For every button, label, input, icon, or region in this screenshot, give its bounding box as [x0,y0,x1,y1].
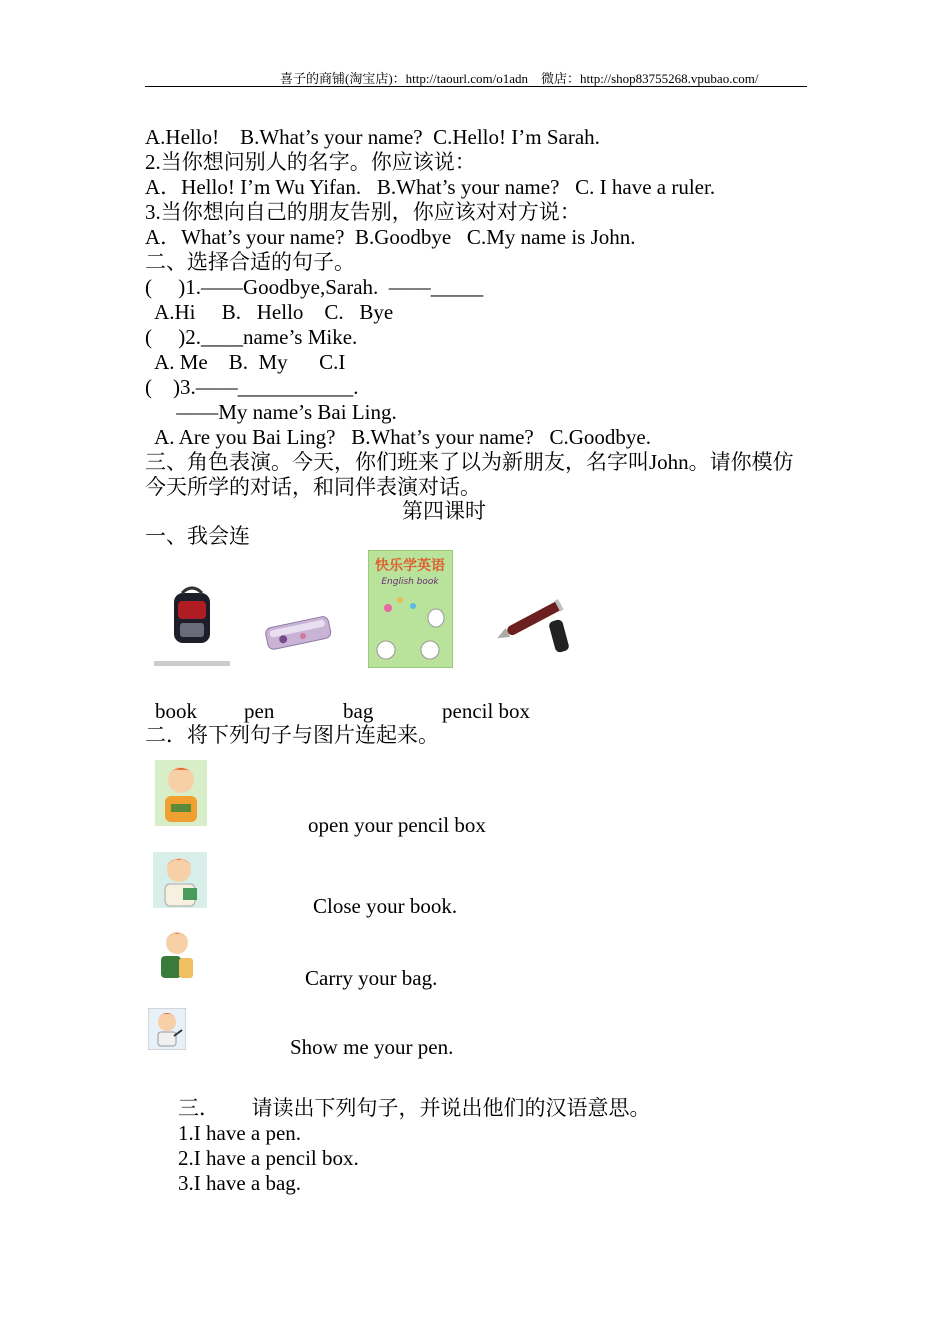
s2-q1: ( )1.——Goodbye,Sarah. ——_____ [145,275,484,299]
s2-q3: ( )3.——___________. [145,375,359,399]
page-header: 喜子的商铺(淘宝店)：http://taourl.com/o1adn 微店：http://shop83755268.vpubao.com/ [280,71,759,86]
book-cover-title: 快乐学英语 [375,558,445,574]
s2-q2: ( )2.____name’s Mike. [145,325,358,349]
word-pen: pen [244,699,275,723]
schoolbag-image [152,585,232,670]
sentence-carry-bag: Carry your bag. [305,966,438,990]
part3-title: 三． 请读出下列句子，并说出他们的汉语意思。 [178,1096,651,1120]
pencil-box-image [262,610,334,655]
girl-book-image [153,852,207,908]
part3-item-3: 3.I have a bag. [178,1171,302,1195]
q2-options: A．Hello! I’m Wu Yifan. B.What’s your name? C. I have a ruler. [145,175,716,199]
q3-stem: 3.当你想向自己的朋友告别，你应该对对方说： [145,200,581,224]
sentence-close-book: Close your book. [313,894,458,918]
fountain-pen-image [490,570,600,660]
q1-options: A.Hello! B.What’s your name? C.Hello! I’m Sarah. [145,125,600,149]
s2-q3-options: A. Are you Bai Ling? B.What’s your name? C.Goodbye. [150,425,651,449]
header-rule [145,86,807,87]
word-bag: bag [343,699,374,723]
part3-item-2: 2.I have a pencil box. [178,1146,359,1170]
part1-title: 一、我会连 [145,524,250,548]
book-cover-subtitle: English book [381,577,439,587]
lesson4-title: 第四课时 [402,499,486,523]
sentence-open-pencil-box: open your pencil box [308,813,486,837]
section3-line1: 三、角色表演。今天，你们班来了以为新朋友，名字叫John。请你模仿 [145,450,794,474]
word-pencil-box: pencil box [442,699,531,723]
sentence-show-pen: Show me your pen. [290,1035,454,1059]
q2-stem: 2.当你想问别人的名字。你应该说： [145,150,476,174]
english-book-image [368,550,453,668]
s2-q2-options: A. Me B. My C.I [150,350,346,374]
s2-q1-options: A.Hi B. Hello C. Bye [150,300,394,324]
q3-options: A．What’s your name? B.Goodbye C.My name is John. [145,225,636,249]
girl-pen-image [148,1008,186,1050]
section2-title: 二、选择合适的句子。 [145,250,355,274]
s2-q3-answer: ——My name’s Bai Ling. [150,400,397,424]
word-book: book [155,699,197,723]
part3-item-1: 1.I have a pen. [178,1121,302,1145]
part2-title: 二．将下列句子与图片连起来。 [145,723,439,747]
girl-bag-image [155,928,199,983]
section3-line2: 今天所学的对话，和同伴表演对话。 [145,475,481,499]
girl-pencil-box-image [155,760,207,826]
